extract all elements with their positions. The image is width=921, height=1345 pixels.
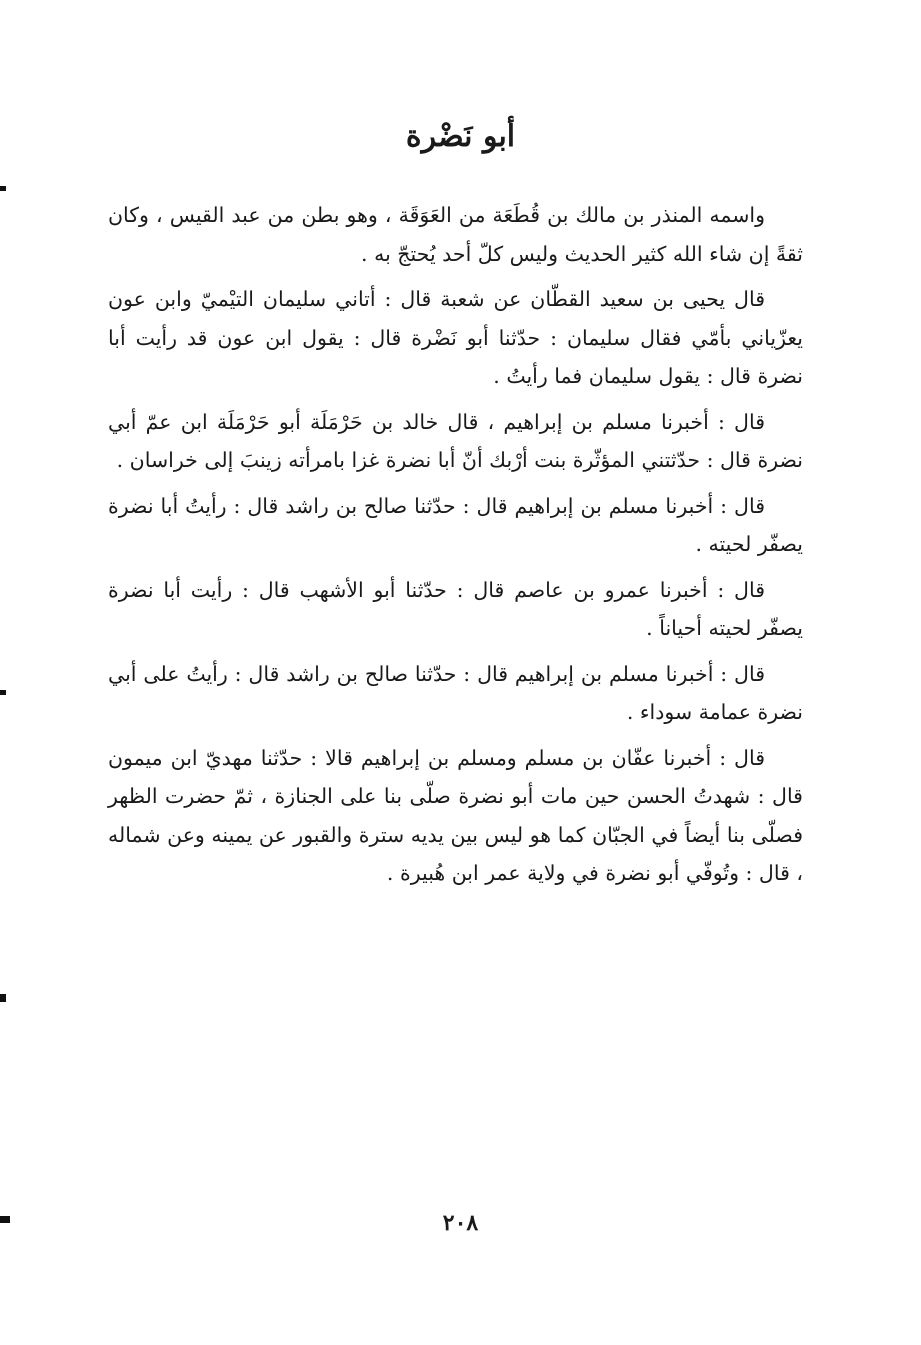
scan-edge-mark <box>0 1216 10 1223</box>
paragraph-intro: واسمه المنذر بن مالك بن قُطَعَة من العَوَقَة ، وهو بطن من عبد القيس ، وكان ثقةً إن شاء الله كثير الحديث وليس كلّ أحد يُحتجّ به . <box>108 203 803 266</box>
scan-edge-mark <box>0 690 6 695</box>
paragraph-amr-narration: قال : أخبرنا عمرو بن عاصم قال : حدّثنا أبو الأشهب قال : رأيت أبا نضرة يصفّر لحيته أحياناً . <box>108 577 803 640</box>
page-number: ٢٠٨ <box>442 1210 479 1236</box>
paragraph-khalid-narration: قال : أخبرنا مسلم بن إبراهيم ، قال خالد بن حَرْمَلَة أبو حَرْمَلَة ابن عمّ أبي نضرة قال : حدّثتني المؤثّرة بنت أرْبك أنّ أبا نضرة غزا بامرأته زينبَ إلى خراسان . <box>108 409 803 472</box>
scan-edge-mark <box>0 994 6 1002</box>
paragraph-salih-turban: قال : أخبرنا مسلم بن إبراهيم قال : حدّثنا صالح بن راشد قال : رأيتُ على أبي نضرة عمامة سوداء . <box>108 661 803 724</box>
paragraph-yahya-narration: قال يحيى بن سعيد القطّان عن شعبة قال : أتاني سليمان التيْميّ وابن عون يعزّياني بأمّي فقال سليمان : حدّثنا أبو نَضْرة قال : يقول ابن عون قد رأيت أبا نضرة قال : يقول سليمان فما رأيتُ . <box>108 287 803 388</box>
paragraph-affan-funeral: قال : أخبرنا عفّان بن مسلم ومسلم بن إبراهيم قالا : حدّثنا مهديّ ابن ميمون قال : شهدتُ الحسن حين مات أبو نضرة صلّى بنا على الجنازة ، ثمّ حضرت الظهر فصلّى بنا أيضاً في الجبّان كما هو ليس بين يديه سترة والقبور عن يمينه وعن شماله ، قال : وتُوفّي أبو نضرة في ولاية عمر ابن هُبيرة . <box>108 745 803 885</box>
page-title: أبو نَضْرة <box>405 119 516 154</box>
scan-edge-mark <box>0 186 6 191</box>
body-text <box>108 196 803 900</box>
paragraph-salih-beard: قال : أخبرنا مسلم بن إبراهيم قال : حدّثنا صالح بن راشد قال : رأيتُ أبا نضرة يصفّر لحيته . <box>108 493 803 556</box>
